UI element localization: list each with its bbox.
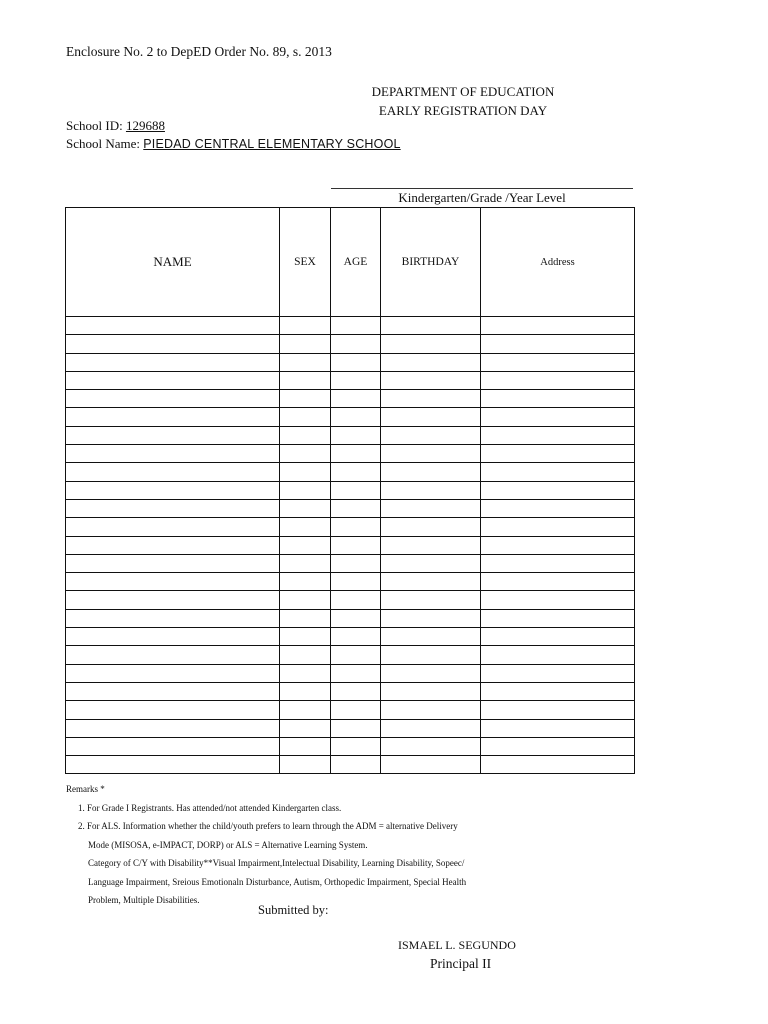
table-cell <box>66 335 280 353</box>
table-cell <box>381 628 481 646</box>
table-cell <box>331 499 381 517</box>
table-cell <box>280 390 331 408</box>
column-header-sex: SEX <box>280 208 331 317</box>
table-cell <box>381 591 481 609</box>
table-cell <box>381 664 481 682</box>
remark-line: Category of C/Y with Disability**Visual Impairment,Intelectual Disability, Learning Disability, Sopeec/ <box>88 858 465 868</box>
table-cell <box>280 481 331 499</box>
table-cell <box>381 499 481 517</box>
table-cell <box>66 317 280 335</box>
table-cell <box>66 719 280 737</box>
table-cell <box>66 426 280 444</box>
table-cell <box>280 317 331 335</box>
table-cell <box>331 536 381 554</box>
table-cell <box>280 609 331 627</box>
table-cell <box>331 463 381 481</box>
event-title: EARLY REGISTRATION DAY <box>378 103 548 118</box>
table-cell <box>331 426 381 444</box>
table-cell <box>280 628 331 646</box>
table-cell <box>280 737 331 755</box>
table-cell <box>331 609 381 627</box>
table-row <box>66 408 635 426</box>
table-cell <box>481 463 635 481</box>
table-cell <box>481 481 635 499</box>
table-cell <box>481 335 635 353</box>
table-cell <box>66 664 280 682</box>
remark-line: Language Impairment, Sreious Emotionaln Disturbance, Autism, Orthopedic Impairment, Special Health <box>88 876 467 887</box>
table-cell <box>331 756 381 774</box>
table-cell <box>481 646 635 664</box>
table-cell <box>381 701 481 719</box>
table-cell <box>331 554 381 572</box>
table-row <box>66 426 635 444</box>
table-cell <box>66 682 280 700</box>
table-cell <box>66 481 280 499</box>
table-cell <box>381 682 481 700</box>
table-cell <box>331 646 381 664</box>
table-cell <box>481 371 635 389</box>
submitted-by-label: Submitted by: <box>258 903 329 917</box>
table-cell <box>280 371 331 389</box>
table-cell <box>66 353 280 371</box>
school-name-label: School Name: <box>66 136 141 151</box>
table-cell <box>381 609 481 627</box>
table-cell <box>66 536 280 554</box>
table-cell <box>280 463 331 481</box>
table-cell <box>331 682 381 700</box>
table-cell <box>66 463 280 481</box>
table-cell <box>481 573 635 591</box>
table-cell <box>481 499 635 517</box>
table-cell <box>280 536 331 554</box>
column-header-address: Address <box>481 208 635 317</box>
table-cell <box>66 701 280 719</box>
table-cell <box>481 701 635 719</box>
school-name-value: PIEDAD CENTRAL ELEMENTARY SCHOOL <box>143 137 401 151</box>
table-cell <box>66 518 280 536</box>
table-cell <box>481 609 635 627</box>
table-row <box>66 536 635 554</box>
table-cell <box>481 737 635 755</box>
table-cell <box>331 518 381 536</box>
table-cell <box>280 499 331 517</box>
table-row <box>66 628 635 646</box>
table-cell <box>66 646 280 664</box>
table-cell <box>381 554 481 572</box>
table-cell <box>66 737 280 755</box>
table-cell <box>66 591 280 609</box>
table-cell <box>331 481 381 499</box>
table-cell <box>481 445 635 463</box>
table-row <box>66 664 635 682</box>
signatory-name: ISMAEL L. SEGUNDO <box>398 938 516 952</box>
table-cell <box>381 371 481 389</box>
column-header-age: AGE <box>331 208 381 317</box>
school-id-value: 129688 <box>125 118 165 133</box>
table-cell <box>331 701 381 719</box>
table-cell <box>331 408 381 426</box>
table-cell <box>280 682 331 700</box>
table-cell <box>481 719 635 737</box>
table-cell <box>331 390 381 408</box>
level-underline <box>331 188 633 189</box>
table-cell <box>66 628 280 646</box>
table-cell <box>381 536 481 554</box>
department-title: DEPARTMENT OF EDUCATION <box>371 84 555 99</box>
table-cell <box>66 756 280 774</box>
table-cell <box>280 573 331 591</box>
table-cell <box>66 408 280 426</box>
table-cell <box>331 317 381 335</box>
table-row <box>66 335 635 353</box>
school-id-label: School ID: <box>66 118 123 133</box>
remark-line: 2. For ALS. Information whether the child/youth prefers to learn through the ADM = alternative Delivery <box>78 821 458 831</box>
table-row <box>66 737 635 755</box>
table-cell <box>280 554 331 572</box>
table-cell <box>381 463 481 481</box>
remark-line: Problem, Multiple Disabilities. <box>88 895 200 905</box>
table-cell <box>381 573 481 591</box>
table-cell <box>280 646 331 664</box>
table-row <box>66 609 635 627</box>
table-cell <box>280 335 331 353</box>
table-cell <box>280 591 331 609</box>
table-cell <box>66 390 280 408</box>
table-cell <box>66 573 280 591</box>
table-cell <box>481 664 635 682</box>
table-row <box>66 317 635 335</box>
table-row <box>66 719 635 737</box>
table-cell <box>280 701 331 719</box>
table-row <box>66 682 635 700</box>
table-cell <box>481 408 635 426</box>
table-row <box>66 573 635 591</box>
table-cell <box>381 426 481 444</box>
table-cell <box>481 628 635 646</box>
table-cell <box>66 445 280 463</box>
table-cell <box>481 536 635 554</box>
remarks-title: Remarks * <box>66 784 105 794</box>
table-cell <box>331 445 381 463</box>
school-name-line <box>66 136 401 152</box>
table-cell <box>280 353 331 371</box>
remark-line: 1. For Grade I Registrants. Has attended/not attended Kindergarten class. <box>78 802 342 813</box>
table-cell <box>381 445 481 463</box>
table-cell <box>280 756 331 774</box>
table-body <box>66 317 635 774</box>
table-cell <box>481 390 635 408</box>
remark-line: Mode (MISOSA, e-IMPACT, DORP) or ALS = Alternative Learning System. <box>88 839 368 850</box>
table-cell <box>381 390 481 408</box>
table-cell <box>381 737 481 755</box>
table-cell <box>280 518 331 536</box>
table-row <box>66 481 635 499</box>
table-row <box>66 646 635 664</box>
column-header-name: NAME <box>66 208 280 317</box>
table-cell <box>331 573 381 591</box>
level-label: Kindergarten/Grade /Year Level <box>398 190 566 205</box>
table-cell <box>381 353 481 371</box>
table-cell <box>66 554 280 572</box>
table-header-row <box>66 208 635 317</box>
table-cell <box>331 371 381 389</box>
registration-table <box>65 207 635 774</box>
table-cell <box>381 719 481 737</box>
table-cell <box>280 426 331 444</box>
table-cell <box>280 664 331 682</box>
school-id-line <box>66 118 165 134</box>
remarks-section <box>66 780 466 910</box>
table-cell <box>331 664 381 682</box>
table-cell <box>280 719 331 737</box>
table-cell <box>481 317 635 335</box>
table-cell <box>381 646 481 664</box>
table-row <box>66 756 635 774</box>
enclosure-reference: Enclosure No. 2 to DepED Order No. 89, s. 2013 <box>66 44 332 59</box>
table-row <box>66 518 635 536</box>
signatory-position: Principal II <box>430 956 492 971</box>
table-cell <box>66 499 280 517</box>
table-cell <box>481 682 635 700</box>
table-cell <box>331 719 381 737</box>
table-cell <box>381 317 481 335</box>
table-cell <box>381 481 481 499</box>
table-cell <box>66 371 280 389</box>
table-row <box>66 353 635 371</box>
table-cell <box>381 756 481 774</box>
table-cell <box>381 408 481 426</box>
table-cell <box>331 335 381 353</box>
table-row <box>66 554 635 572</box>
document-header <box>362 82 564 120</box>
table-cell <box>481 756 635 774</box>
table-row <box>66 701 635 719</box>
table-cell <box>481 518 635 536</box>
table-row <box>66 463 635 481</box>
table-row <box>66 499 635 517</box>
table-cell <box>331 737 381 755</box>
table-cell <box>381 335 481 353</box>
table-row <box>66 390 635 408</box>
table-cell <box>331 628 381 646</box>
column-header-birthday: BIRTHDAY <box>381 208 481 317</box>
table-row <box>66 591 635 609</box>
table-cell <box>331 353 381 371</box>
table-cell <box>280 445 331 463</box>
table-cell <box>280 408 331 426</box>
table-cell <box>481 426 635 444</box>
table-cell <box>381 518 481 536</box>
table-cell <box>66 609 280 627</box>
table-cell <box>481 353 635 371</box>
table-cell <box>331 591 381 609</box>
table-row <box>66 445 635 463</box>
table-cell <box>481 554 635 572</box>
table-cell <box>481 591 635 609</box>
table-row <box>66 371 635 389</box>
